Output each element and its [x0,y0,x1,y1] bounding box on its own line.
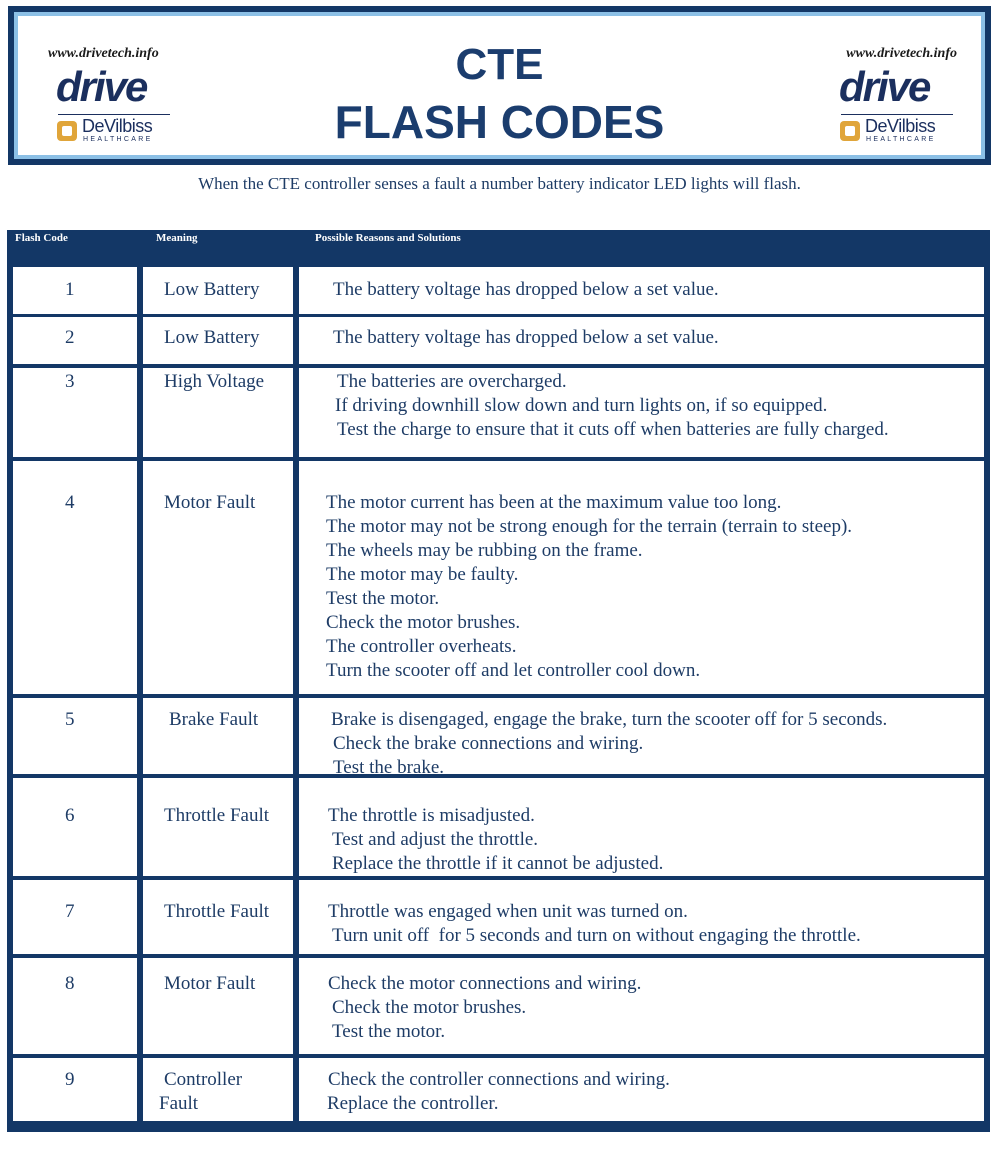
logo-wordmark: drive [56,63,147,110]
meaning-text: Throttle Fault [164,901,270,922]
code-cell [13,368,137,457]
reason-line: Check the motor brushes. [332,997,527,1018]
reason-line: Test the charge to ensure that it cuts off when batteries are fully charged. [337,419,889,440]
reason-line: Check the motor brushes. [326,612,521,633]
code-cell [13,698,137,774]
reason-line: The motor current has been at the maximum value too long. [326,492,782,513]
flash-code: 7 [65,901,75,922]
reason-line: The controller overheats. [326,636,517,657]
meaning-text: Low Battery [164,279,260,300]
reason-line: The battery voltage has dropped below a set value. [333,279,719,300]
code-cell [13,267,137,314]
reason-line: If driving downhill slow down and turn lights on, if so equipped. [335,395,828,416]
logo-brand: DeVilbiss [865,116,936,136]
page-title-line1: CTE [455,40,544,89]
reason-line: Replace the controller. [327,1093,499,1114]
header-meaning: Meaning [156,232,198,244]
reason-line: Test and adjust the throttle. [332,829,539,850]
flash-code: 8 [65,973,75,994]
flash-code: 1 [65,279,75,300]
logo-brand: DeVilbiss [82,116,153,136]
reason-line: Test the motor. [326,588,440,609]
page-title-line2: FLASH CODES [334,96,665,148]
code-cell [13,880,137,954]
header-border [14,12,985,159]
reason-line: Replace the throttle if it cannot be adjusted. [332,853,664,874]
code-cell [13,1058,137,1121]
reason-line: Turn unit off for 5 seconds and turn on without engaging the throttle. [332,925,861,946]
logo-brand-sub: HEALTHCARE [866,136,936,143]
reason-line: Check the controller connections and wiring. [328,1069,670,1090]
code-cell [13,317,137,364]
meaning-text: Brake Fault [169,709,259,730]
website-right: www.drivetech.info [846,46,957,61]
header-inner [18,16,981,155]
reason-line: The motor may be faulty. [326,564,519,585]
flash-codes-table [7,230,990,1132]
flash-code: 4 [65,492,75,513]
reason-line: Check the brake connections and wiring. [333,733,644,754]
code-cell [13,461,137,694]
reason-line: Test the brake. [333,757,445,778]
meaning-text: Throttle Fault [164,805,270,826]
reason-line: The battery voltage has dropped below a set value. [333,327,719,348]
reason-line: The motor may not be strong enough for the terrain (terrain to steep). [326,516,853,537]
meaning-text: Low Battery [164,327,260,348]
logo-brand-sub: HEALTHCARE [83,136,153,143]
flash-code: 3 [65,371,75,392]
logo-divider [841,114,953,115]
reason-line: Turn the scooter off and let controller cool down. [326,660,701,681]
reason-line: The batteries are overcharged. [337,371,567,392]
flash-code: 9 [65,1069,75,1090]
reason-line: Check the motor connections and wiring. [328,973,642,994]
code-cell [13,778,137,876]
devilbiss-mark-icon [839,120,861,142]
flash-code: 5 [65,709,75,730]
meaning-text: Motor Fault [164,492,256,513]
header-banner [8,6,991,165]
flash-code: 6 [65,805,75,826]
header-flash-code: Flash Code [15,232,68,244]
reason-line: Test the motor. [332,1021,446,1042]
reason-line: The wheels may be rubbing on the frame. [326,540,643,561]
website-left: www.drivetech.info [48,46,159,61]
reason-line: Brake is disengaged, engage the brake, turn the scooter off for 5 seconds. [331,709,888,730]
meaning-text: High Voltage [164,371,265,392]
reason-line: Throttle was engaged when unit was turned on. [328,901,688,922]
drive-devilbiss-logo-right [835,63,957,146]
logo-wordmark: drive [839,63,930,110]
meaning-text: Motor Fault [164,973,256,994]
flash-code: 2 [65,327,75,348]
reason-line: The throttle is misadjusted. [328,805,535,826]
meaning-text: Fault [159,1093,199,1114]
meaning-text: Controller [164,1069,243,1090]
header-reasons: Possible Reasons and Solutions [315,232,461,244]
code-cell [13,958,137,1054]
intro-text: When the CTE controller senses a fault a number battery indicator LED lights will flash. [198,174,801,193]
